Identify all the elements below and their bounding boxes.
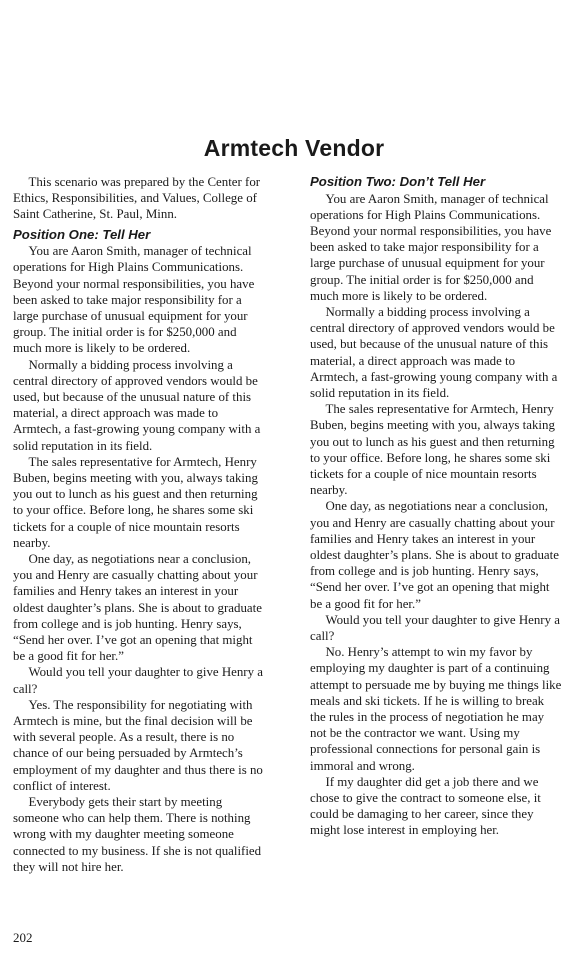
left-column	[13, 174, 265, 875]
position-two-question: Would you tell your daughter to give Henry a call?	[310, 612, 560, 643]
position-one-question: Would you tell your daughter to give Henry a call?	[13, 665, 263, 696]
page-title: Armtech Vendor	[203, 135, 385, 162]
position-two-paragraph: The sales representative for Armtech, Henry Buben, begins meeting with you, always taking you out to lunch as his guest and then returning to your office. Before long, he shares some ski tickets for a couple of nice mountain resorts nearby.	[310, 402, 555, 498]
page-number: 202	[13, 930, 33, 945]
position-two-answer: No. Henry’s attempt to win my favor by employing my daughter is part of a continuing attempt to persuade me by buying me things like meals and ski tickets. If he is willing to break the rules in the process of negotiation he may not be the contractor we want. Using my professional connections for personal gain is immoral and wrong.	[310, 645, 562, 773]
position-one-answer: Yes. The responsibility for negotiating with Armtech is mine, but the final decision will be with several people. As a result, there is no chance of our being persuaded by Armtech’s employment of my daughter and thus there is no conflict of interest.	[13, 697, 263, 793]
position-one-paragraph: You are Aaron Smith, manager of technical operations for High Plains Communications. Beyond your normal responsibilities, you have been asked to take major responsibility for a large purchase of unusual equipment for your group. The initial order is for $250,000 and much more is likely to be ordered.	[13, 244, 255, 356]
right-column	[310, 174, 562, 839]
intro-paragraph: This scenario was prepared by the Center for Ethics, Responsibilities, and Values, College of Saint Catherine, St. Paul, Minn.	[13, 175, 261, 222]
position-two-answer: If my daughter did get a job there and we chose to give the contract to someone else, it could be damaging to her career, since they might lose interest in employing her.	[310, 774, 541, 838]
position-one-heading: Position One: Tell Her	[13, 226, 151, 242]
position-two-paragraph: Normally a bidding process involving a central directory of approved vendors would be used, but because of the unusual nature of this material, a direct approach was made to Armtech, a fast-growing young company with a solid reputation in its field.	[310, 304, 558, 400]
position-one-answer: Everybody gets their start by meeting someone who can help them. There is nothing wrong with my daughter meeting someone connected to my business. If she is not qualified they will not hire her.	[13, 795, 262, 874]
position-one-paragraph: One day, as negotiations near a conclusion, you and Henry are casually chatting about your families and Henry takes an interest in your oldest daughter’s plans. She is about to graduate from college and is job hunting. Henry says, “Send her over. I’ve got an opening that might be a good fit for her.”	[13, 551, 262, 664]
position-two-paragraph: You are Aaron Smith, manager of technical operations for High Plains Communications. Beyond your normal responsibilities, you have been asked to take major responsibility for a large purchase of unusual equipment for your group. The initial order is for $250,000 and much more is likely to be ordered.	[310, 191, 552, 303]
position-two-heading: Position Two: Don’t Tell Her	[310, 174, 486, 189]
position-one-paragraph: Normally a bidding process involving a central directory of approved vendors would be used, but because of the unusual nature of this material, a direct approach was made to Armtech, a fast-growing young company with a solid reputation in its field.	[13, 357, 261, 453]
position-one-paragraph: The sales representative for Armtech, Henry Buben, begins meeting with you, always taking you out to lunch as his guest and then returning to your office. Before long, he shares some ski tickets for a couple of nice mountain resorts nearby.	[13, 454, 258, 550]
position-two-paragraph: One day, as negotiations near a conclusion, you and Henry are casually chatting about your families and Henry takes an interest in your oldest daughter’s plans. She is about to graduate from college and is job hunting. Henry says, “Send her over. I’ve got an opening that might be a good fit for her.”	[310, 499, 559, 611]
